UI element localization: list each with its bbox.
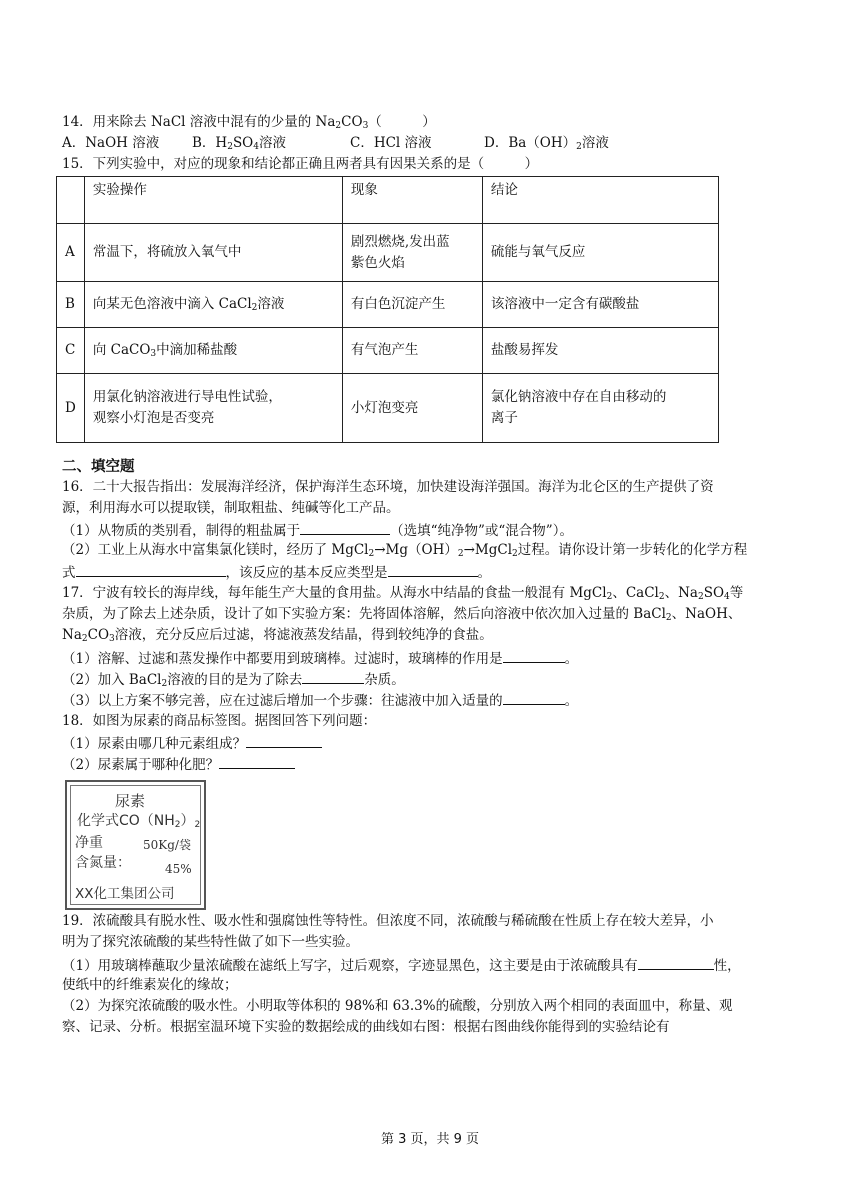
q14-option-b: B．$H_2SO_4$溶液 — [192, 135, 286, 152]
page-footer: 第 3 页，共 9 页 — [380, 1132, 480, 1147]
answer-blank[interactable] — [503, 648, 565, 663]
label-company: XX化工集团公司 — [75, 886, 175, 902]
phenomenon-cell: 小灯泡变亮 — [342, 374, 482, 443]
q14-option-d: D．$Ba(OH)_2$溶液 — [484, 135, 609, 152]
label-net-weight-title: 净重 — [75, 835, 103, 851]
row-label: C — [57, 328, 85, 374]
table-header-cell — [57, 177, 85, 224]
q17-paragraph-line2: 杂质，为了除去上述杂质，设计了如下实验方案：先将固体溶解，然后向溶液中依次加入过量的 BaCl$_2$、NaOH、 — [62, 606, 742, 623]
q14-option-c: C．HCl 溶液 — [350, 135, 432, 151]
table-header-cell: 实验操作 — [84, 177, 342, 224]
label-net-weight-value: 50Kg/袋 — [143, 838, 191, 852]
answer-blank[interactable] — [76, 562, 226, 577]
q16-paragraph-line1: 16．二十大报告指出：发展海洋经济，保护海洋生态环境，加快建设海洋强国。海洋为北仑区的生产提供了资 — [62, 479, 714, 495]
label-nitrogen-title: 含氮量： — [75, 855, 131, 871]
q16-sub2-cont: 式 ，该反应的基本反应类型是 。 — [62, 562, 491, 582]
answer-blank[interactable] — [246, 733, 322, 748]
operation-cell: 向某无色溶液中滴入 CaCl$_2$溶液 — [84, 282, 342, 328]
q16-paragraph-line2: 源，利用海水可以提取镁，制取粗盐、纯碱等化工产品。 — [62, 500, 400, 516]
answer-blank[interactable] — [219, 754, 295, 769]
q18-stem: 18．如图为尿素的商品标签图。据图回答下列问题： — [62, 713, 377, 729]
q18-sub2: （2）尿素属于哪种化肥？ — [62, 754, 295, 774]
q17-paragraph-line1: 17．宁波有较长的海岸线，每年能生产大量的食用盐。从海水中结晶的食盐一般混有 MgCl$_2$、CaCl$_2$、$Na_2SO_4$等 — [62, 585, 744, 602]
q15-experiment-table — [56, 176, 719, 443]
q19-sub2-line2: 察、记录、分析。根据室温环境下实验的数据绘成的曲线如右图：根据右图曲线你能得到的实验结论有 — [62, 1019, 670, 1035]
q16-sub2: （2）工业上从海水中富集氯化镁时，经历了 $MgCl_2\to Mg(OH)_2\to MgCl_2$过程。请你设计第一步转化的化学方程 — [62, 542, 748, 559]
q14-option-a: A．NaOH 溶液 — [62, 135, 160, 151]
operation-cell: 用氯化钠溶液进行导电性试验， 观察小灯泡是否变亮 — [84, 374, 342, 443]
q16-sub1: （1）从物质的类别看，制得的粗盐属于 （选填“纯净物”或“混合物”）。 — [62, 520, 573, 540]
phenomenon-cell: 剧烈燃烧,发出蓝 紫色火焰 — [342, 224, 482, 282]
q19-sub1-cont: 使纸中的纤维素炭化的缘故； — [62, 977, 238, 993]
answer-blank[interactable] — [503, 690, 565, 705]
q14-stem: 14．用来除去 NaCl 溶液中混有的少量的 $Na_2CO_3$（ ） — [62, 114, 436, 131]
phenomenon-cell: 有气泡产生 — [342, 328, 482, 374]
answer-blank[interactable] — [300, 520, 390, 535]
operation-cell: 常温下，将硫放入氧气中 — [84, 224, 342, 282]
q19-paragraph-line1: 19．浓硫酸具有脱水性、吸水性和强腐蚀性等特性。但浓度不同，浓硫酸与稀硫酸在性质上存在较大差异，小 — [62, 913, 714, 929]
q19-sub1: （1）用玻璃棒蘸取少量浓硫酸在滤纸上写字，过后观察，字迹显黑色，这主要是由于浓硫酸具有 性， — [62, 955, 741, 975]
label-formula: 化学式$CO(NH_2)_2$ — [77, 813, 201, 830]
q17-sub3: （3）以上方案不够完善，应在过滤后增加一个步骤：往滤液中加入适量的 。 — [62, 690, 578, 710]
conclusion-cell: 硫能与氧气反应 — [482, 224, 718, 282]
table-row — [57, 374, 719, 443]
conclusion-cell: 盐酸易挥发 — [482, 328, 718, 374]
q15-stem: 15．下列实验中，对应的现象和结论都正确且两者具有因果关系的是（ ） — [62, 156, 539, 172]
row-label: A — [57, 224, 85, 282]
row-label: D — [57, 374, 85, 443]
q17-sub1: （1）溶解、过滤和蒸发操作中都要用到玻璃棒。过滤时，玻璃棒的作用是 。 — [62, 648, 578, 668]
q19-paragraph-line2: 明为了探究浓硫酸的某些特性做了如下一些实验。 — [62, 934, 359, 950]
label-nitrogen-value: 45% — [165, 862, 192, 876]
section-heading-fill-blank: 二、填空题 — [62, 459, 135, 475]
q14-options — [62, 134, 609, 152]
row-label: B — [57, 282, 85, 328]
answer-blank[interactable] — [388, 562, 478, 577]
q19-sub2-line1: （2）为探究浓硫酸的吸水性。小明取等体积的 98%和 63.3%的硫酸，分别放入两个相同的表面皿中，称量、观 — [62, 998, 733, 1014]
label-product-name: 尿素 — [115, 792, 146, 810]
answer-blank[interactable] — [638, 955, 714, 970]
table-header-cell: 结论 — [482, 177, 718, 224]
table-row — [57, 328, 719, 374]
q17-sub2: （2）加入 BaCl$_2$溶液的目的是为了除去 杂质。 — [62, 669, 405, 689]
conclusion-cell: 该溶液中一定含有碳酸盐 — [482, 282, 718, 328]
table-row — [57, 224, 719, 282]
q17-paragraph-line3: $Na_2CO_3$溶液，充分反应后过滤，将滤液蒸发结晶，得到较纯净的食盐。 — [62, 627, 493, 644]
operation-cell: 向 CaCO$_3$中滴加稀盐酸 — [84, 328, 342, 374]
table-header-cell: 现象 — [342, 177, 482, 224]
urea-product-label — [65, 780, 206, 910]
phenomenon-cell: 有白色沉淀产生 — [342, 282, 482, 328]
table-header-row — [57, 177, 719, 224]
q18-sub1: （1）尿素由哪几种元素组成？ — [62, 733, 322, 753]
answer-blank[interactable] — [302, 669, 364, 684]
conclusion-cell: 氯化钠溶液中存在自由移动的 离子 — [482, 374, 718, 443]
table-row — [57, 282, 719, 328]
